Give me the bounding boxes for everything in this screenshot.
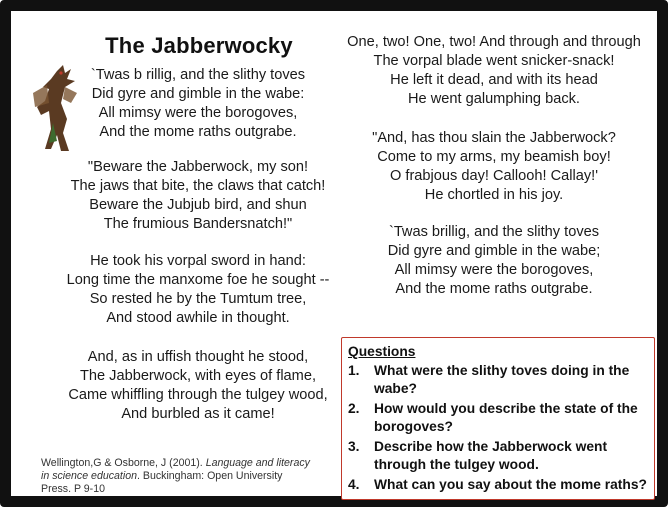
poem-line: And the mome raths outgrabe. — [99, 124, 297, 140]
poem-line: He took his vorpal sword in hand: — [90, 253, 306, 269]
question-number: 3. — [348, 439, 360, 454]
citation-authors: Wellington,G & Osborne, J (2001). — [41, 457, 206, 469]
question-item — [348, 476, 648, 494]
poem-line: The vorpal blade went snicker-snack! — [373, 53, 615, 69]
poem-line: `Twas b rillig, and the slithy toves — [90, 67, 306, 83]
poem-line: "And, has thou slain the Jabberwock? — [372, 130, 616, 146]
question-number: 2. — [348, 401, 360, 416]
question-item — [348, 400, 648, 436]
poem-line: Came whiffling through the tulgey wood, — [68, 387, 328, 403]
poem-line: And burbled as it came! — [121, 406, 275, 422]
poem-line: The Jabberwock, with eyes of flame, — [79, 368, 317, 384]
citation — [41, 457, 311, 496]
question-number: 4. — [348, 477, 360, 492]
poem-line: And stood awhile in thought. — [106, 310, 290, 326]
poem-line: And, as in uffish thought he stood, — [87, 349, 309, 365]
questions-box — [341, 337, 655, 500]
poem-line: One, two! One, two! And through and through — [347, 34, 641, 50]
citation-work: Language and literacy in science education — [41, 457, 310, 482]
question-number: 1. — [348, 363, 360, 378]
poem-line: Did gyre and gimble in the wabe; — [387, 243, 601, 259]
question-item — [348, 438, 648, 474]
stanza-5 — [334, 33, 654, 109]
poem-line: He went galumphing back. — [408, 91, 580, 107]
question-text: How would you describe the state of the borogoves? — [374, 401, 638, 434]
poem-line: So rested he by the Tumtum tree, — [89, 291, 307, 307]
stanza-1 — [63, 66, 333, 142]
question-text: Describe how the Jabberwock went through the tulgey wood. — [374, 439, 608, 472]
poem-line: O frabjous day! Callooh! Callay!' — [389, 168, 598, 184]
stanza-4 — [53, 348, 343, 424]
questions-heading: Questions — [348, 344, 416, 359]
questions-list — [348, 362, 648, 496]
question-text: What were the slithy toves doing in the wabe? — [374, 363, 630, 396]
poem-line: "Beware the Jabberwock, my son! — [87, 159, 309, 175]
page-title: The Jabberwocky — [105, 33, 293, 58]
question-item — [348, 362, 648, 398]
poem-line: The frumious Bandersnatch!" — [103, 216, 293, 232]
stanza-7 — [334, 223, 654, 299]
poem-line: All mimsy were the borogoves, — [98, 105, 298, 121]
stanza-6 — [334, 129, 654, 205]
poem-line: He chortled in his joy. — [424, 187, 564, 203]
poem-line: Come to my arms, my beamish boy! — [377, 149, 611, 165]
stanza-2 — [53, 158, 343, 234]
poem-line: Beware the Jubjub bird, and shun — [89, 197, 307, 213]
poem-line: `Twas brillig, and the slithy toves — [388, 224, 600, 240]
poem-line: Did gyre and gimble in the wabe: — [91, 86, 305, 102]
stanza-3 — [53, 252, 343, 328]
poem-line: All mimsy were the borogoves, — [394, 262, 594, 278]
citation-publisher: . Buckingham: Open University Press. P 9-10 — [41, 470, 283, 495]
poem-line: Long time the manxome foe he sought -- — [66, 272, 330, 288]
poem-line: He left it dead, and with its head — [390, 72, 598, 88]
poem-line: And the mome raths outgrabe. — [395, 281, 593, 297]
poem-line: The jaws that bite, the claws that catch! — [70, 178, 326, 194]
question-text: What can you say about the mome raths? — [374, 477, 647, 492]
